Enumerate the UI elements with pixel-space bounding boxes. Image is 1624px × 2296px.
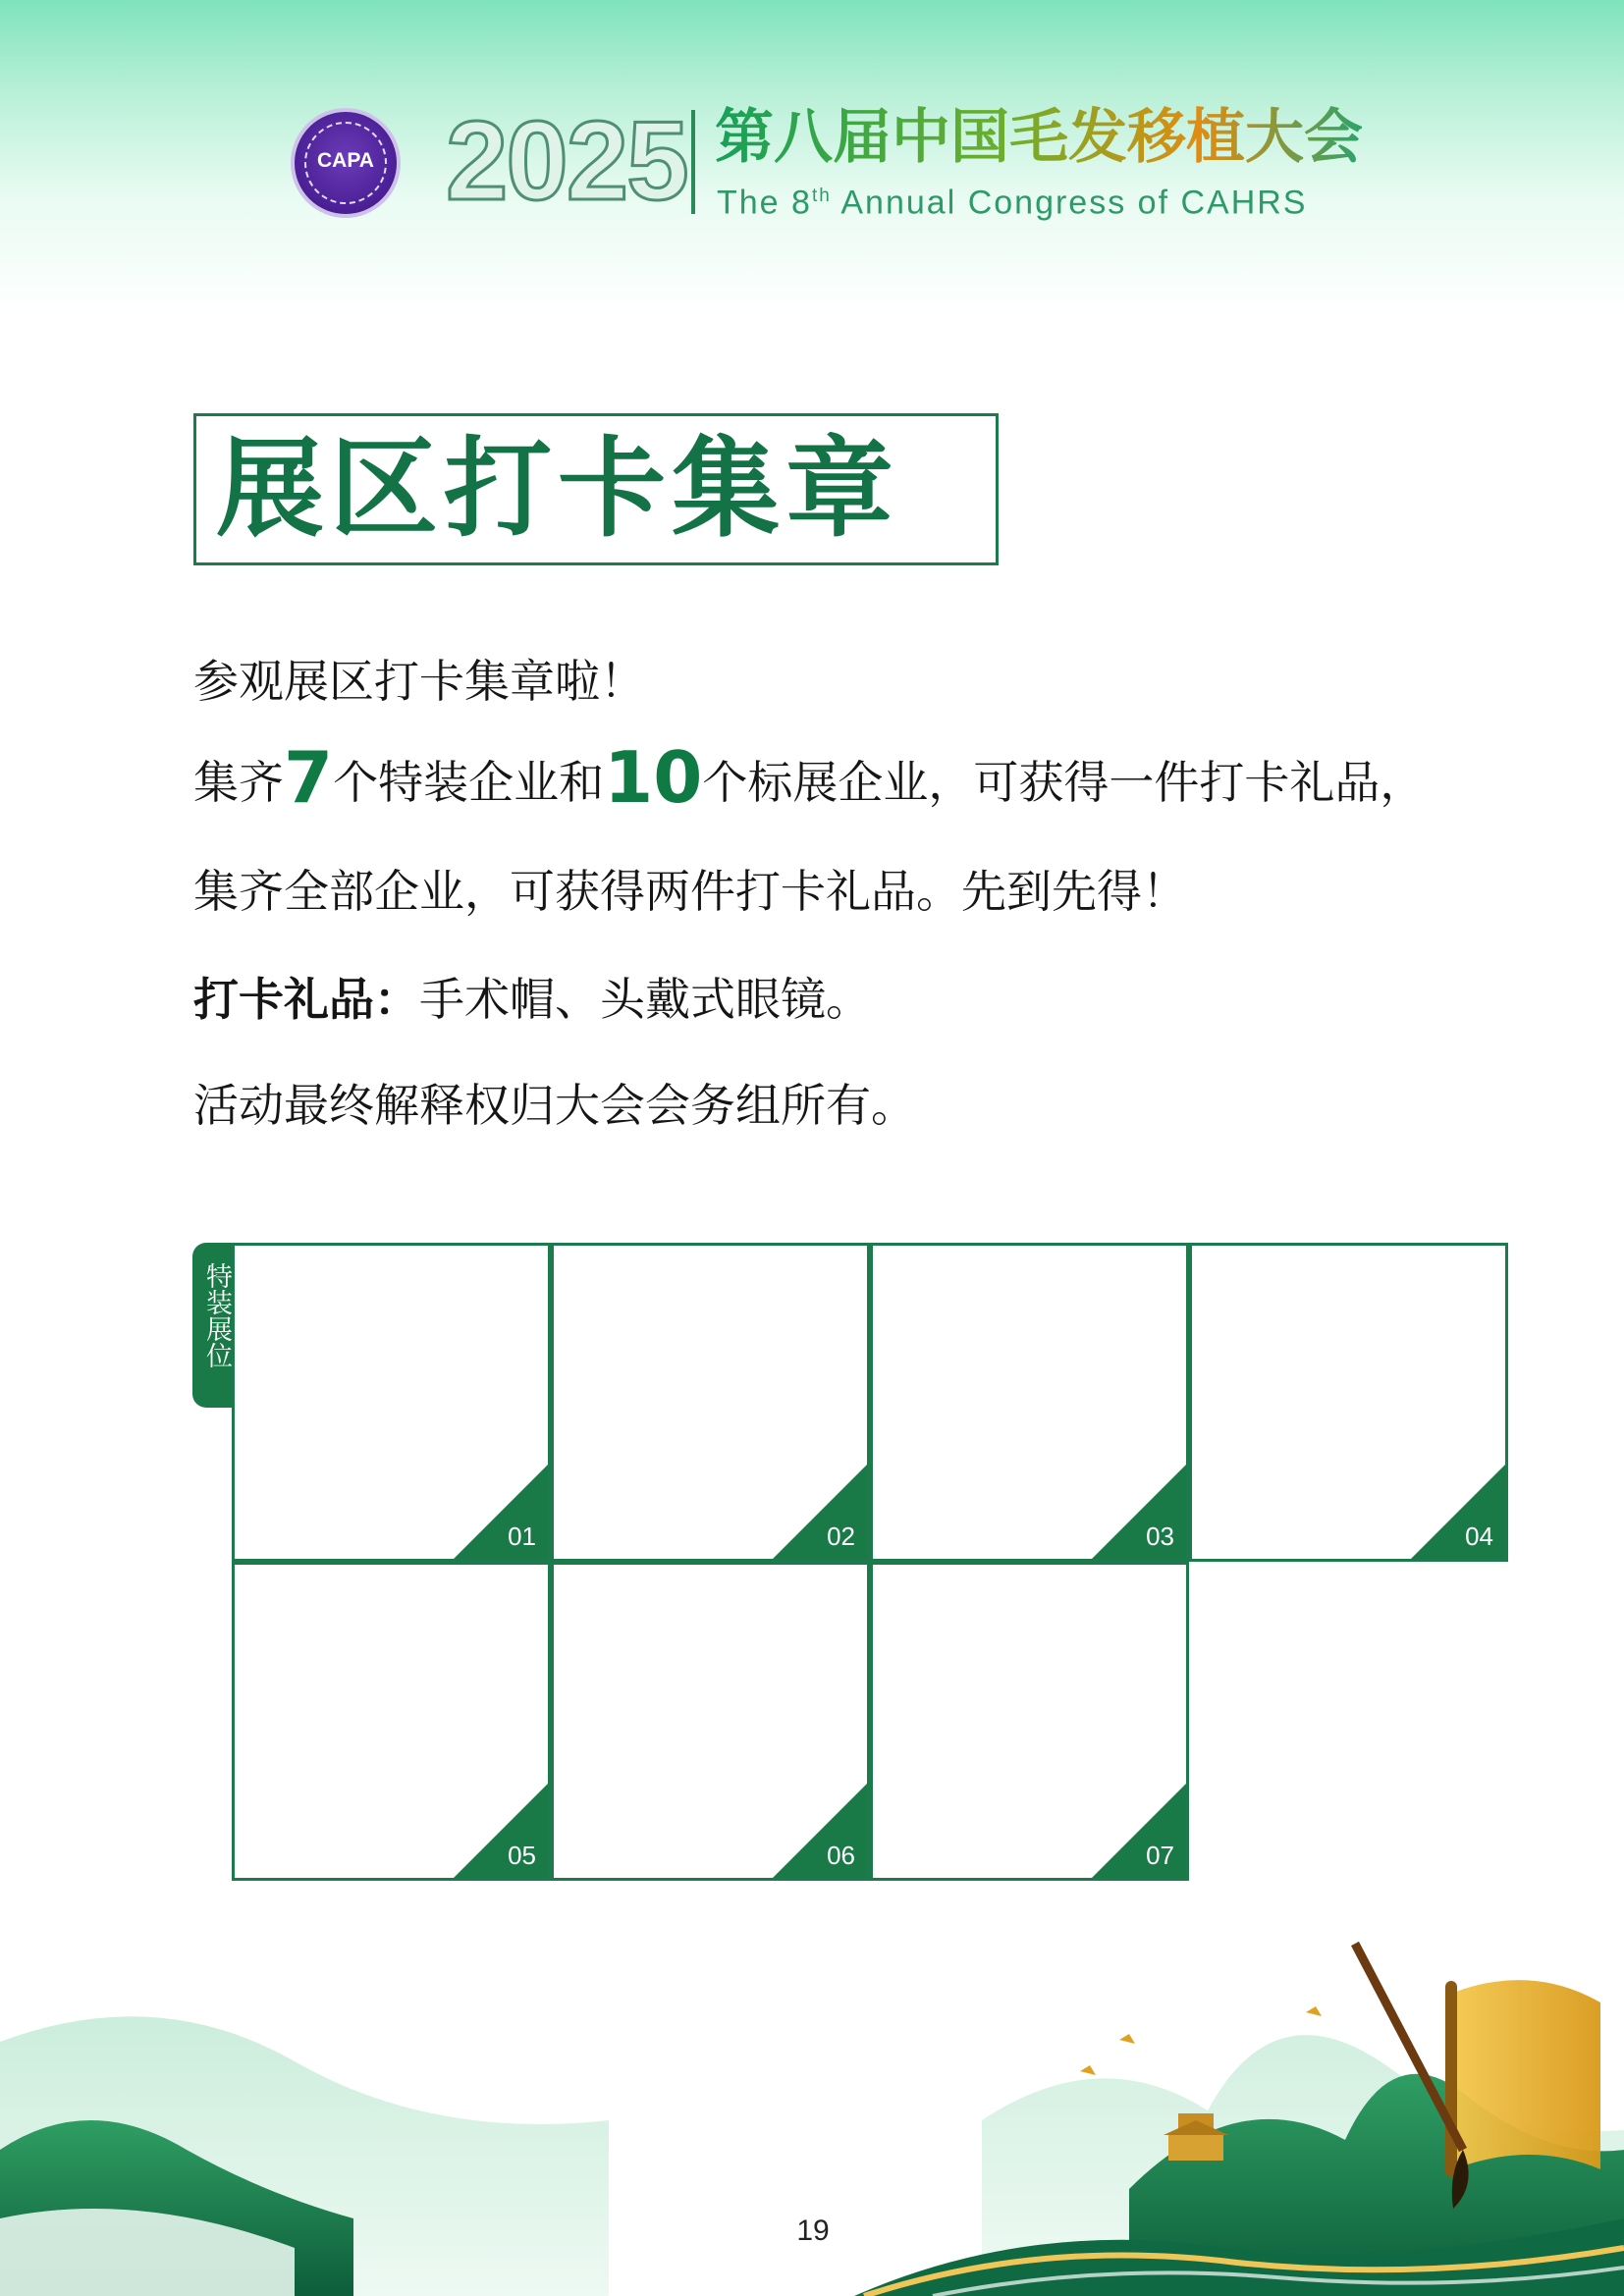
capa-logo — [291, 108, 401, 218]
congress-title-cn: 第八届中国毛发移植大会 — [715, 103, 1363, 172]
stamp-number: 06 — [827, 1841, 855, 1870]
line2-part-c: 个标展企业，可获得一件打卡礼品， — [702, 756, 1426, 809]
stamp-cell[interactable] — [870, 1243, 1189, 1562]
header-divider — [691, 110, 695, 214]
congress-header — [291, 99, 1363, 224]
special-booth-tab — [192, 1243, 232, 1408]
title-en-post: Annual Congress of CAHRS — [831, 184, 1308, 222]
intro-line-2 — [193, 736, 1426, 819]
standard-booth-count: 10 — [604, 736, 703, 819]
congress-title-en — [717, 177, 1308, 222]
stamp-cell[interactable] — [551, 1562, 870, 1881]
special-booth-count: 7 — [284, 736, 334, 819]
page-number: 19 — [796, 2215, 830, 2247]
stamp-number: 03 — [1146, 1522, 1174, 1551]
title-en-sup: th — [811, 186, 832, 206]
title-en-pre: The 8 — [717, 184, 812, 222]
line2-part-b: 个特装企业和 — [333, 756, 605, 809]
special-booth-tab-label: 特装展位 — [201, 1262, 232, 1368]
stamp-number: 07 — [1146, 1841, 1174, 1870]
stamp-number: 04 — [1465, 1522, 1493, 1551]
stamp-cell[interactable] — [551, 1243, 870, 1562]
disclaimer-line: 活动最终解释权归大会会务组所有。 — [193, 1079, 916, 1132]
gift-line — [193, 970, 871, 1029]
stamp-cell[interactable] — [1189, 1243, 1508, 1562]
gift-text: 手术帽、头戴式眼镜。 — [419, 973, 871, 1026]
stamp-number: 05 — [508, 1841, 536, 1870]
stamp-number: 02 — [827, 1522, 855, 1551]
gift-label: 打卡礼品： — [193, 973, 419, 1026]
stamp-cell[interactable] — [870, 1562, 1189, 1881]
logo-text: CAPA — [317, 149, 374, 172]
section-title: 展区打卡集章 — [193, 413, 999, 565]
congress-year: 2025 — [446, 99, 687, 224]
intro-line-3: 集齐全部企业，可获得两件打卡礼品。先到先得！ — [193, 865, 1187, 918]
line2-part-a: 集齐 — [193, 756, 284, 809]
intro-line-1: 参观展区打卡集章啦！ — [193, 655, 645, 708]
stamp-grid — [232, 1243, 1508, 1881]
stamp-cell[interactable] — [232, 1562, 551, 1881]
stamp-number: 01 — [508, 1522, 536, 1551]
stamp-cell[interactable] — [232, 1243, 551, 1562]
